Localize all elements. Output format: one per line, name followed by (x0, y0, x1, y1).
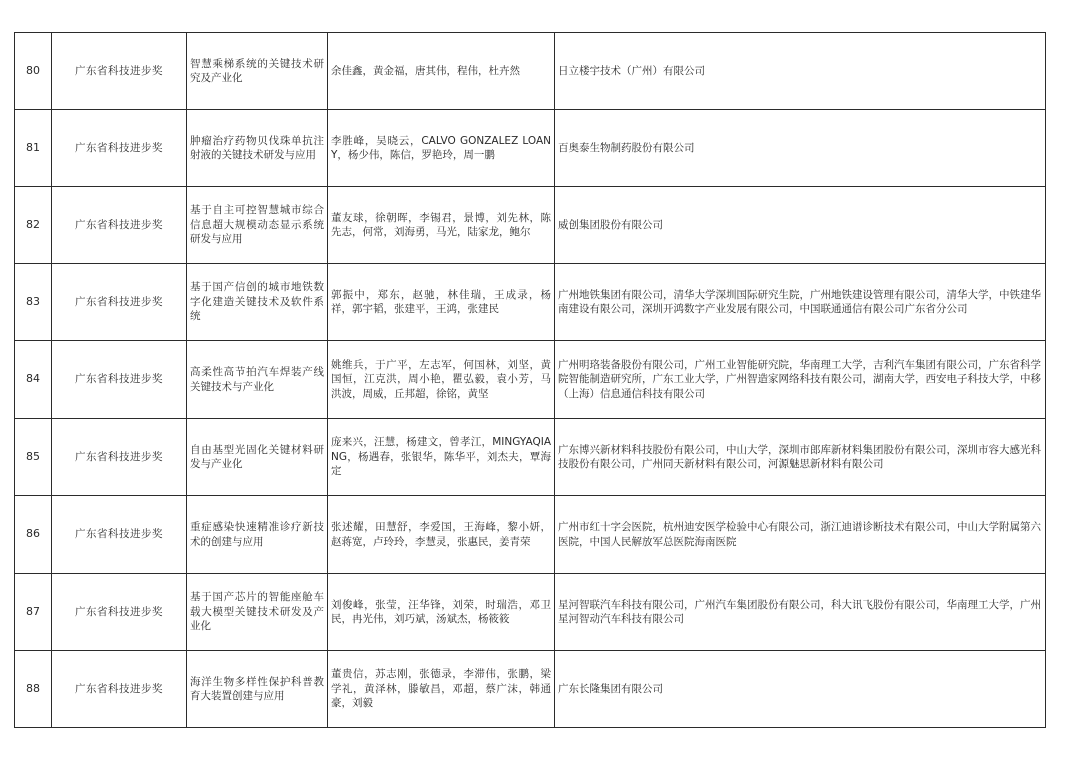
organizations: 百奥泰生物制药股份有限公司 (555, 110, 1046, 187)
table-row (15, 651, 1046, 728)
organizations: 威创集团股份有限公司 (555, 187, 1046, 264)
row-number: 80 (15, 33, 52, 110)
organizations: 广州明珞装备股份有限公司，广州工业智能研究院，华南理工大学，吉利汽车集团有限公司，广东省科学院智能制造研究所，广东工业大学，广州智造家网络科技有限公司，湖南大学，西安电子科技大学，中移（上海）信息通信科技有限公司 (555, 341, 1046, 419)
project-name: 智慧乘梯系统的关键技术研究及产业化 (187, 33, 328, 110)
contributors: 张述耀，田慧舒，李爱国，王海峰，黎小妍，赵蒋宽，卢玲玲，李慧灵，张惠民，姜青荣 (328, 496, 555, 574)
contributors: 庞来兴，汪慧，杨建文，曾孝江，MINGYAQIANG，杨遇春，张银华，陈华平，刘杰夫，覃海定 (328, 419, 555, 496)
contributors: 刘俊峰，张莹，汪华锋，刘荣，时瑞浩，邓卫民，冉光伟，刘巧斌，汤斌杰，杨筱筱 (328, 574, 555, 651)
project-name: 基于国产芯片的智能座舱车载大模型关键技术研发及产业化 (187, 574, 328, 651)
row-number: 88 (15, 651, 52, 728)
project-name: 基于国产信创的城市地铁数字化建造关键技术及软件系统 (187, 264, 328, 341)
project-name: 重症感染快速精准诊疗新技术的创建与应用 (187, 496, 328, 574)
award-type: 广东省科技进步奖 (52, 33, 187, 110)
project-name: 高柔性高节拍汽车焊装产线关键技术与产业化 (187, 341, 328, 419)
row-number: 86 (15, 496, 52, 574)
organizations: 广东博兴新材料科技股份有限公司，中山大学，深圳市郎库新材料集团股份有限公司，深圳市容大感光科技股份有限公司，广州同天新材料有限公司，河源魅思新材料有限公司 (555, 419, 1046, 496)
table-row (15, 341, 1046, 419)
project-name: 基于自主可控智慧城市综合信息超大规模动态显示系统研发与应用 (187, 187, 328, 264)
table-row (15, 574, 1046, 651)
contributors: 姚维兵，于广平，左志军，何国林，刘坚，黄国恒，江克洪，周小艳，瞿弘毅，袁小芳，马洪波，周威，丘邦超，徐铭，黄坚 (328, 341, 555, 419)
row-number: 85 (15, 419, 52, 496)
organizations: 广东长隆集团有限公司 (555, 651, 1046, 728)
project-name: 海洋生物多样性保护科普教育大装置创建与应用 (187, 651, 328, 728)
contributors: 余佳鑫，黄金福，唐其伟，程伟，杜卉然 (328, 33, 555, 110)
contributors: 董友球，徐朝晖，李锡君，景博，刘先林，陈先志，何常，刘海勇，马光，陆家龙，鲍尔 (328, 187, 555, 264)
row-number: 82 (15, 187, 52, 264)
organizations: 日立楼宇技术（广州）有限公司 (555, 33, 1046, 110)
row-number: 81 (15, 110, 52, 187)
table-row (15, 496, 1046, 574)
row-number: 87 (15, 574, 52, 651)
table-row (15, 187, 1046, 264)
award-type: 广东省科技进步奖 (52, 187, 187, 264)
award-type: 广东省科技进步奖 (52, 496, 187, 574)
award-type: 广东省科技进步奖 (52, 341, 187, 419)
row-number: 83 (15, 264, 52, 341)
contributors: 董贵信，苏志刚，张德录，李滞伟，张鹏，梁学礼，黄泽林，滕敏昌，邓超，蔡广沫，韩通豪，刘毅 (328, 651, 555, 728)
table-row (15, 110, 1046, 187)
award-type: 广东省科技进步奖 (52, 651, 187, 728)
project-name: 肿瘤治疗药物贝伐珠单抗注射液的关键技术研发与应用 (187, 110, 328, 187)
table-row (15, 264, 1046, 341)
award-type: 广东省科技进步奖 (52, 110, 187, 187)
organizations: 广州地铁集团有限公司，清华大学深圳国际研究生院，广州地铁建设管理有限公司，清华大学，中铁建华南建设有限公司，深圳开鸿数字产业发展有限公司，中国联通通信有限公司广东省分公司 (555, 264, 1046, 341)
table-row (15, 419, 1046, 496)
organizations: 星河智联汽车科技有限公司，广州汽车集团股份有限公司，科大讯飞股份有限公司，华南理工大学，广州星河智动汽车科技有限公司 (555, 574, 1046, 651)
award-type: 广东省科技进步奖 (52, 419, 187, 496)
project-name: 自由基型光固化关键材料研发与产业化 (187, 419, 328, 496)
contributors: 郭振中，郑东，赵驰，林佳瑞，王成录，杨祥，郭宇韬，张建平，王鸿，张建民 (328, 264, 555, 341)
award-type: 广东省科技进步奖 (52, 574, 187, 651)
table-row (15, 33, 1046, 110)
organizations: 广州市红十字会医院，杭州迪安医学检验中心有限公司，浙江迪谱诊断技术有限公司，中山大学附属第六医院，中国人民解放军总医院海南医院 (555, 496, 1046, 574)
row-number: 84 (15, 341, 52, 419)
award-type: 广东省科技进步奖 (52, 264, 187, 341)
contributors: 李胜峰，吴晓云，CALVO GONZALEZ LOANY，杨少伟，陈信，罗艳玲，周一鹏 (328, 110, 555, 187)
award-table (14, 32, 1046, 728)
